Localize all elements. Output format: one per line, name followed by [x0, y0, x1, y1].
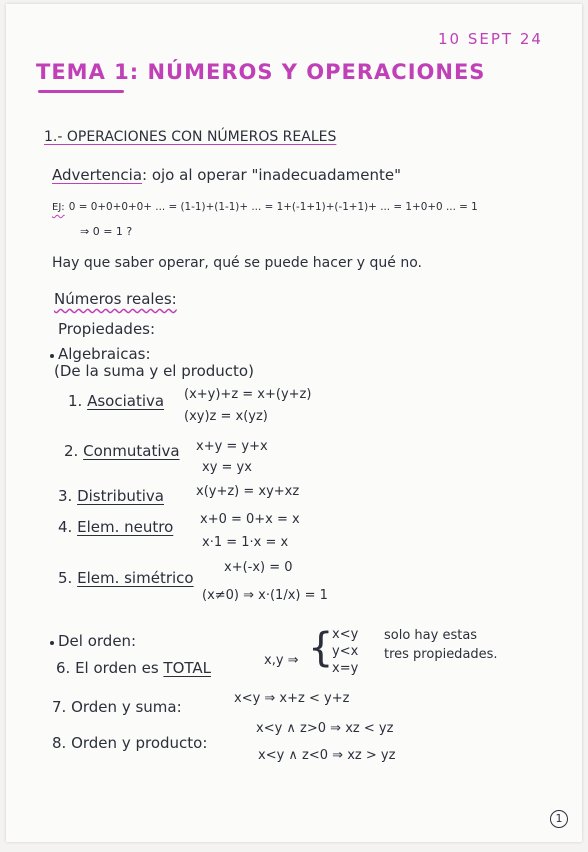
note: Hay que saber operar, qué se puede hacer y qué no. — [52, 255, 422, 271]
orden-heading: Del orden: — [58, 632, 137, 650]
section-heading: 1.- OPERACIONES CON NÚMEROS REALES — [44, 129, 337, 145]
bullet — [50, 354, 54, 358]
item-8-formula: x<y ∧ z<0 ⇒ xz > yz — [258, 748, 396, 763]
side-note: tres propiedades. — [384, 647, 498, 662]
property-name: 4. Elem. neutro — [58, 518, 174, 536]
bullet — [50, 641, 54, 645]
propiedades-label: Propiedades: — [58, 320, 156, 338]
property-formula: x+y = y+x — [196, 439, 268, 454]
warning-line — [52, 168, 401, 183]
example-result: ⇒ 0 = 1 ? — [80, 225, 133, 238]
item-6-vars: x,y ⇒ — [264, 653, 299, 668]
property-formula: (xy)z = x(yz) — [184, 409, 268, 424]
item-7-label: 7. Orden y suma: — [52, 698, 182, 716]
warning-text: : ojo al operar "inadecuadamente" — [142, 166, 402, 184]
date: 10 SEPT 24 — [438, 30, 543, 48]
order-case: x<y — [332, 627, 359, 642]
page-title: TEMA 1: NÚMEROS Y OPERACIONES — [36, 60, 486, 84]
item-8-label: 8. Orden y producto: — [52, 734, 208, 752]
item-7-formula: x<y ⇒ x+z < y+z — [234, 691, 350, 706]
page-number: 1 — [550, 810, 568, 828]
property-name: 5. Elem. simétrico — [58, 569, 194, 587]
property-formula: x+(-x) = 0 — [224, 560, 293, 575]
title-underline — [38, 90, 124, 93]
property-formula: x+0 = 0+x = x — [200, 512, 300, 527]
property-formula: (x+y)+z = x+(y+z) — [184, 387, 312, 402]
algebraicas-note: (De la suma y el producto) — [54, 362, 254, 380]
property-name: 3. Distributiva — [58, 487, 164, 505]
property-formula: x(y+z) = xy+xz — [196, 484, 300, 499]
item-6: 6. El orden es TOTAL — [56, 659, 212, 677]
notebook-page — [6, 4, 582, 842]
property-formula: (x≠0) ⇒ x·(1/x) = 1 — [202, 588, 328, 603]
order-case: x=y — [332, 661, 359, 676]
example-line — [52, 200, 478, 213]
example-label: EJ: — [52, 202, 65, 213]
side-note: solo hay estas — [384, 628, 478, 643]
warning-label: Advertencia — [52, 166, 143, 184]
algebraicas-label: Algebraicas: — [58, 345, 151, 363]
property-formula: x·1 = 1·x = x — [202, 535, 289, 550]
item-8-formula: x<y ∧ z>0 ⇒ xz < yz — [256, 721, 394, 736]
order-case: y<x — [332, 644, 359, 659]
property-name: 1. Asociativa — [68, 392, 165, 410]
property-name: 2. Conmutativa — [64, 442, 180, 460]
example-expression: 0 = 0+0+0+0+ ... = (1-1)+(1-1)+ ... = 1+(-1+1)+(-1+1)+ ... = 1+0+0 ... = 1 — [68, 201, 478, 213]
property-formula: xy = yx — [202, 460, 252, 475]
brace: { — [308, 625, 334, 671]
reales-heading: Números reales: — [54, 290, 177, 308]
